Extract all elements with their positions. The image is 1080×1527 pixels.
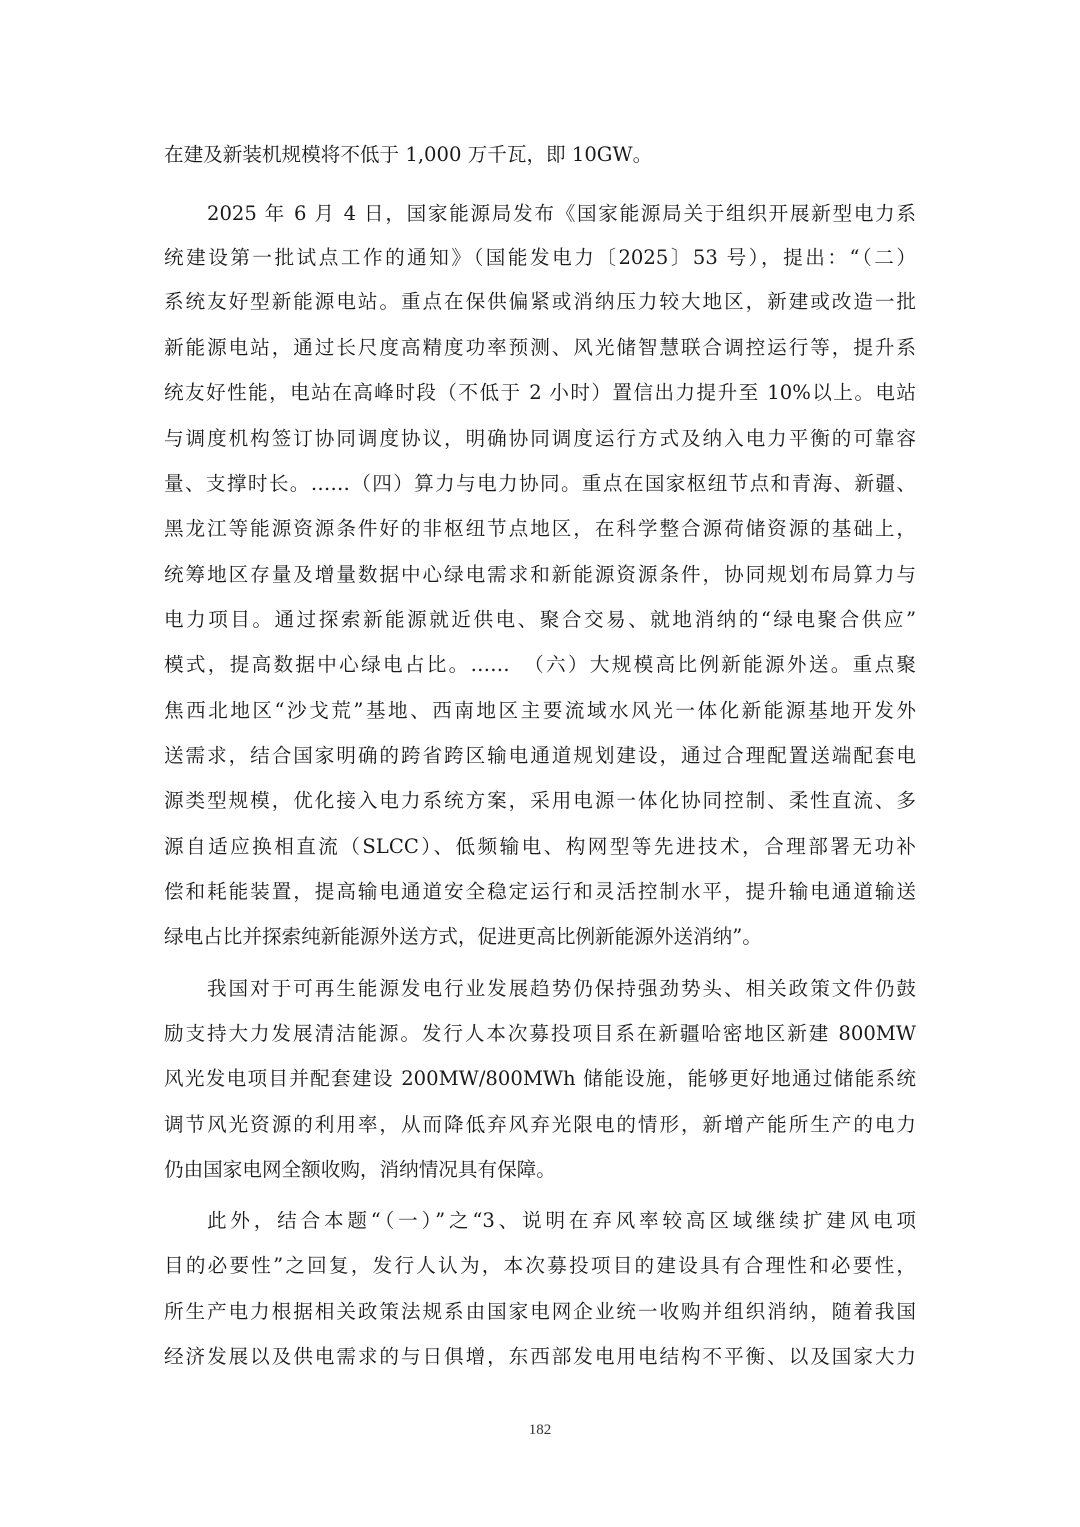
paragraph-2-line-3: 系统友好型新能源电站。重点在保供偏紧或消纳压力较大地区，新建或改造一批 bbox=[164, 290, 916, 313]
paragraph-2-line-5: 统友好性能，电站在高峰时段（不低于 2 小时）置信出力提升至 10%以上。电站 bbox=[164, 381, 916, 404]
paragraph-2-line-13: 送需求，结合国家明确的跨省跨区输电通道规划建设，通过合理配置送端配套电 bbox=[164, 744, 916, 767]
paragraph-2-line-14: 源类型规模，优化接入电力系统方案，采用电源一体化协同控制、柔性直流、多 bbox=[164, 789, 916, 812]
paragraph-2-line-17: 绿电占比并探索纯新能源外送方式，促进更高比例新能源外送消纳”。 bbox=[164, 925, 762, 948]
paragraph-2-line-7: 量、支撑时长。……（四）算力与电力协同。重点在国家枢纽节点和青海、新疆、 bbox=[164, 472, 916, 495]
paragraph-4-line-3: 所生产电力根据相关政策法规系由国家电网企业统一收购并组织消纳，随着我国 bbox=[164, 1300, 916, 1323]
paragraph-2-line-1: 2025 年 6 月 4 日，国家能源局发布《国家能源局关于组织开展新型电力系 bbox=[207, 202, 916, 225]
paragraph-2-line-12: 焦西北地区“沙戈荒”基地、西南地区主要流域水风光一体化新能源基地开发外 bbox=[164, 699, 916, 722]
paragraph-2-line-8: 黑龙江等能源资源条件好的非枢纽节点地区，在科学整合源荷储资源的基础上， bbox=[164, 517, 916, 540]
paragraph-4-line-1: 此外，结合本题“（一）”之“3、说明在弃风率较高区域继续扩建风电项 bbox=[207, 1209, 916, 1232]
paragraph-3-line-2: 励支持大力发展清洁能源。发行人本次募投项目系在新疆哈密地区新建 800MW bbox=[164, 1022, 916, 1045]
paragraph-2-line-10: 电力项目。通过探索新能源就近供电、聚合交易、就地消纳的“绿电聚合供应” bbox=[164, 608, 916, 631]
paragraph-2-line-9: 统筹地区存量及增量数据中心绿电需求和新能源资源条件，协同规划布局算力与 bbox=[164, 563, 916, 586]
paragraph-4-line-4: 经济发展以及供电需求的与日俱增，东西部发电用电结构不平衡、以及国家大力 bbox=[164, 1345, 916, 1368]
paragraph-3-line-4: 调节风光资源的利用率，从而降低弃风弃光限电的情形，新增产能所生产的电力 bbox=[164, 1113, 916, 1136]
paragraph-2-line-15: 源自适应换相直流（SLCC）、低频输电、构网型等先进技术，合理部署无功补 bbox=[164, 835, 916, 858]
paragraph-1-line-1: 在建及新装机规模将不低于 1,000 万千瓦，即 10GW。 bbox=[164, 143, 653, 166]
paragraph-2-line-6: 与调度机构签订协同调度协议，明确协同调度运行方式及纳入电力平衡的可靠容 bbox=[164, 427, 916, 450]
paragraph-2-line-2: 统建设第一批试点工作的通知》（国能发电力〔2025〕53 号），提出：“（二） bbox=[164, 246, 916, 269]
page-number: 182 bbox=[528, 1422, 552, 1438]
paragraph-2-line-11: 模式，提高数据中心绿电占比。…… （六）大规模高比例新能源外送。重点聚 bbox=[164, 653, 916, 676]
paragraph-3-line-3: 风光发电项目并配套建设 200MW/800MWh 储能设施，能够更好地通过储能系统 bbox=[164, 1067, 916, 1090]
paragraph-4-line-2: 目的必要性”之回复，发行人认为，本次募投项目的建设具有合理性和必要性， bbox=[164, 1254, 916, 1277]
paragraph-3-line-1: 我国对于可再生能源发电行业发展趋势仍保持强劲势头、相关政策文件仍鼓 bbox=[207, 977, 916, 1000]
paragraph-2-line-16: 偿和耗能装置，提高输电通道安全稳定运行和灵活控制水平，提升输电通道输送 bbox=[164, 880, 916, 903]
paragraph-2-line-4: 新能源电站，通过长尺度高精度功率预测、风光储智慧联合调控运行等，提升系 bbox=[164, 336, 916, 359]
paragraph-3-line-5: 仍由国家电网全额收购，消纳情况具有保障。 bbox=[164, 1158, 556, 1181]
